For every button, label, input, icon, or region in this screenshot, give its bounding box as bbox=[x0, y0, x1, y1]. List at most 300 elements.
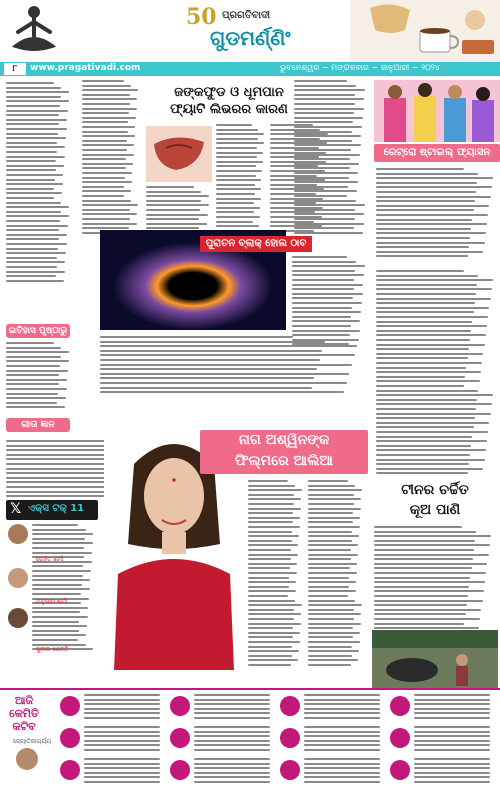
zodiac-icon bbox=[170, 728, 190, 748]
zodiac-icon bbox=[60, 728, 80, 748]
text-line bbox=[82, 158, 126, 160]
text-line bbox=[100, 382, 347, 384]
text-line bbox=[216, 161, 263, 163]
text-line bbox=[292, 330, 360, 332]
text-line bbox=[304, 717, 380, 719]
text-line bbox=[216, 147, 257, 149]
text-line bbox=[304, 772, 380, 774]
text-line bbox=[146, 214, 208, 216]
text-line bbox=[216, 188, 261, 190]
text-line bbox=[248, 659, 298, 661]
text-line bbox=[32, 621, 79, 623]
text-line bbox=[6, 266, 57, 268]
text-line bbox=[292, 288, 354, 290]
text-line bbox=[308, 531, 352, 533]
text-line bbox=[376, 191, 476, 193]
text-line bbox=[82, 204, 138, 206]
text-line bbox=[414, 758, 490, 760]
text-line bbox=[374, 600, 483, 602]
text-line bbox=[376, 362, 482, 364]
text-line bbox=[248, 526, 300, 528]
text-line bbox=[376, 302, 475, 304]
text-line bbox=[6, 183, 63, 185]
x-talk-section bbox=[0, 500, 100, 660]
text-line bbox=[376, 431, 488, 433]
text-line bbox=[216, 133, 264, 135]
x-talk-post-text bbox=[32, 524, 96, 654]
text-line bbox=[374, 572, 486, 574]
text-line bbox=[308, 586, 349, 588]
text-line bbox=[216, 124, 252, 126]
text-line bbox=[376, 394, 493, 396]
zodiac-grid bbox=[60, 692, 500, 788]
text-line bbox=[376, 371, 481, 373]
text-line bbox=[6, 160, 56, 162]
text-line bbox=[248, 517, 300, 519]
text-line bbox=[376, 344, 485, 346]
text-line bbox=[6, 370, 68, 372]
supplement-title: ଗୁଡମର୍ଣ୍ଣିଂ bbox=[210, 26, 291, 50]
text-line bbox=[100, 341, 325, 343]
text-line bbox=[294, 167, 350, 169]
text-line bbox=[374, 618, 480, 620]
zodiac-icon bbox=[390, 760, 410, 780]
text-line bbox=[304, 758, 380, 760]
text-line bbox=[216, 184, 255, 186]
text-line bbox=[32, 575, 83, 577]
text-line bbox=[248, 521, 293, 523]
text-line bbox=[294, 80, 347, 82]
text-line bbox=[304, 699, 380, 701]
text-line bbox=[308, 485, 355, 487]
text-line bbox=[84, 699, 160, 701]
text-line bbox=[294, 223, 364, 225]
text-line bbox=[216, 142, 264, 144]
text-line bbox=[414, 740, 490, 742]
text-line bbox=[82, 167, 126, 169]
text-line bbox=[414, 735, 490, 737]
text-line bbox=[248, 650, 299, 652]
text-line bbox=[376, 445, 471, 447]
text-line bbox=[376, 316, 488, 318]
text-line bbox=[194, 699, 270, 701]
text-line bbox=[146, 223, 207, 225]
text-line bbox=[248, 590, 296, 592]
text-line bbox=[146, 195, 209, 197]
text-line bbox=[248, 586, 289, 588]
text-line bbox=[84, 758, 160, 760]
text-line bbox=[6, 169, 56, 171]
masthead bbox=[0, 0, 500, 82]
black-hole-headline: ପୁରାତନ ବ୍ଲାକ୍ ହୋଲ ଠାବ bbox=[200, 236, 312, 252]
text-line bbox=[194, 763, 270, 765]
text-line bbox=[376, 353, 483, 355]
text-line bbox=[292, 265, 365, 267]
zodiac-icon bbox=[60, 760, 80, 780]
text-line bbox=[376, 330, 471, 332]
text-line bbox=[308, 494, 354, 496]
alia-article bbox=[104, 400, 366, 670]
text-line bbox=[376, 298, 491, 300]
text-line bbox=[100, 350, 322, 352]
text-line bbox=[194, 726, 270, 728]
zodiac-icon bbox=[170, 760, 190, 780]
text-line bbox=[308, 609, 354, 611]
text-line bbox=[308, 613, 361, 615]
text-line bbox=[100, 364, 352, 366]
text-line bbox=[6, 87, 61, 89]
text-line bbox=[374, 540, 475, 542]
text-line bbox=[248, 595, 288, 597]
text-line bbox=[32, 533, 93, 535]
junk-food-headline: ଜଙ୍କଫୁଡ ଓ ଧୂମପାନ ଫ୍ୟାଟି ଲିଭରର କାରଣ bbox=[170, 85, 288, 117]
text-line bbox=[216, 170, 262, 172]
zodiac-icon bbox=[280, 760, 300, 780]
text-line bbox=[146, 218, 199, 220]
text-line bbox=[82, 131, 128, 133]
text-line bbox=[6, 342, 54, 344]
text-line bbox=[304, 703, 380, 705]
text-line bbox=[294, 103, 355, 105]
text-line bbox=[376, 228, 471, 230]
text-line bbox=[6, 220, 60, 222]
text-line bbox=[304, 735, 380, 737]
zodiac-cell bbox=[170, 692, 276, 722]
avatar bbox=[16, 748, 38, 770]
text-line bbox=[6, 229, 59, 231]
text-line bbox=[216, 156, 257, 158]
text-line bbox=[82, 177, 125, 179]
text-line bbox=[248, 540, 292, 542]
text-line bbox=[414, 703, 490, 705]
well-photo bbox=[372, 630, 498, 690]
text-line bbox=[32, 538, 85, 540]
text-line bbox=[308, 618, 354, 620]
text-line bbox=[374, 627, 479, 629]
text-line bbox=[82, 172, 132, 174]
text-line bbox=[82, 140, 127, 142]
text-line bbox=[6, 402, 57, 404]
text-line bbox=[376, 168, 464, 170]
text-line bbox=[32, 625, 87, 627]
text-line bbox=[376, 339, 470, 341]
text-line bbox=[248, 600, 295, 602]
text-line bbox=[374, 549, 474, 551]
text-line bbox=[292, 307, 352, 309]
text-line bbox=[376, 440, 487, 442]
text-line bbox=[308, 655, 352, 657]
text-line bbox=[6, 374, 59, 376]
text-line bbox=[82, 126, 135, 128]
text-line bbox=[6, 202, 61, 204]
text-line bbox=[308, 554, 358, 556]
text-line bbox=[294, 135, 361, 137]
text-line bbox=[194, 781, 270, 783]
text-line bbox=[248, 581, 296, 583]
text-line bbox=[6, 151, 57, 153]
zodiac-cell bbox=[390, 724, 496, 754]
text-line bbox=[84, 744, 160, 746]
well-water-headline: ଟୀନର ଚର୍ଚ୍ଚିତ କୂଅ ପାଣି bbox=[401, 482, 469, 518]
junk-food-text-bottom bbox=[146, 186, 212, 236]
text-line bbox=[414, 776, 490, 778]
page-number: ୮ bbox=[4, 63, 26, 75]
text-line bbox=[294, 204, 365, 206]
website-url: www.pragativadi.com bbox=[30, 63, 141, 73]
text-line bbox=[6, 215, 69, 217]
text-line bbox=[248, 632, 300, 634]
text-line bbox=[6, 379, 67, 381]
text-line bbox=[216, 165, 256, 167]
text-line bbox=[82, 218, 130, 220]
section-label-history: ଇତିହାସ ପୃଷ୍ଠାରୁ bbox=[6, 324, 70, 338]
text-line bbox=[84, 772, 160, 774]
text-line bbox=[308, 558, 351, 560]
text-line bbox=[376, 214, 488, 216]
text-line bbox=[82, 154, 134, 156]
fifty-years-logo-icon: 50 bbox=[186, 4, 217, 30]
text-line bbox=[194, 712, 270, 714]
text-line bbox=[376, 426, 474, 428]
text-line bbox=[6, 365, 60, 367]
text-line bbox=[146, 200, 201, 202]
text-line bbox=[82, 103, 130, 105]
text-line bbox=[82, 149, 127, 151]
text-line bbox=[374, 595, 468, 597]
text-line bbox=[376, 348, 469, 350]
publisher-label: ପ୍ରଗତିବାଦୀ bbox=[222, 10, 271, 21]
text-line bbox=[6, 156, 65, 158]
retro-fashion-text-2 bbox=[376, 270, 498, 475]
text-line bbox=[294, 131, 352, 133]
text-line bbox=[32, 639, 78, 641]
text-line bbox=[248, 618, 294, 620]
text-line bbox=[248, 512, 293, 514]
text-line bbox=[32, 547, 84, 549]
text-line bbox=[216, 138, 258, 140]
text-line bbox=[294, 158, 350, 160]
text-line bbox=[376, 251, 483, 253]
text-line bbox=[248, 664, 291, 666]
x-talk-user: ରୋହିତ ଶର୍ମା bbox=[36, 556, 64, 563]
text-line bbox=[294, 98, 364, 100]
text-line bbox=[82, 190, 131, 192]
text-line bbox=[248, 531, 292, 533]
text-line bbox=[6, 192, 62, 194]
text-line bbox=[292, 320, 360, 322]
text-line bbox=[308, 641, 360, 643]
text-line bbox=[374, 567, 472, 569]
text-line bbox=[304, 726, 380, 728]
text-line bbox=[414, 772, 490, 774]
text-line bbox=[376, 209, 474, 211]
text-line bbox=[6, 351, 69, 353]
text-line bbox=[32, 611, 80, 613]
text-line bbox=[6, 82, 54, 84]
text-line bbox=[292, 256, 347, 258]
zodiac-icon bbox=[280, 696, 300, 716]
text-line bbox=[294, 172, 358, 174]
text-line bbox=[84, 781, 160, 783]
text-line bbox=[376, 255, 468, 257]
text-line bbox=[6, 406, 65, 408]
text-line bbox=[292, 297, 353, 299]
text-line bbox=[6, 123, 59, 125]
text-line bbox=[308, 567, 350, 569]
text-line bbox=[82, 135, 135, 137]
text-line bbox=[308, 581, 356, 583]
text-line bbox=[294, 195, 347, 197]
text-line bbox=[376, 293, 476, 295]
text-line bbox=[100, 391, 344, 393]
text-line bbox=[100, 336, 293, 338]
text-line bbox=[6, 238, 59, 240]
text-line bbox=[376, 468, 483, 470]
text-line bbox=[308, 650, 359, 652]
text-line bbox=[6, 133, 58, 135]
text-line bbox=[294, 200, 356, 202]
text-line bbox=[308, 512, 353, 514]
text-line bbox=[308, 572, 357, 574]
text-line bbox=[6, 257, 57, 259]
text-line bbox=[304, 694, 380, 696]
text-line bbox=[6, 356, 61, 358]
text-line bbox=[6, 119, 67, 121]
text-line bbox=[84, 708, 160, 710]
text-line bbox=[146, 186, 194, 188]
alia-text-col1 bbox=[248, 480, 304, 666]
zodiac-cell bbox=[170, 756, 276, 786]
text-line bbox=[32, 584, 82, 586]
text-line bbox=[32, 570, 91, 572]
text-line bbox=[6, 347, 61, 349]
zodiac-cell bbox=[390, 756, 496, 786]
text-line bbox=[294, 209, 355, 211]
text-line bbox=[292, 293, 363, 295]
text-line bbox=[32, 542, 93, 544]
text-line bbox=[6, 197, 54, 199]
avatar bbox=[8, 524, 28, 544]
alia-headline: ନାଗ ଅଶ୍ୱିନଙ୍କ ଫିଲ୍ମରେ ଆଲିଆ bbox=[200, 430, 368, 474]
text-line bbox=[216, 216, 260, 218]
text-line bbox=[84, 763, 160, 765]
text-line bbox=[376, 284, 477, 286]
text-line bbox=[308, 540, 352, 542]
text-line bbox=[82, 121, 128, 123]
text-line bbox=[376, 413, 491, 415]
text-line bbox=[376, 436, 472, 438]
text-line bbox=[6, 96, 61, 98]
text-line bbox=[6, 174, 63, 176]
text-line bbox=[292, 279, 354, 281]
text-line bbox=[376, 463, 469, 465]
x-talk-user: ଅନୁଷ୍କା ଶର୍ମା bbox=[36, 598, 68, 605]
astrologer-label: ଜ୍ୟୋତିଷାଚାର୍ଯ୍ୟ bbox=[12, 738, 52, 745]
text-line bbox=[414, 763, 490, 765]
text-line bbox=[308, 508, 361, 510]
text-line bbox=[308, 480, 348, 482]
text-line bbox=[194, 767, 270, 769]
text-line bbox=[376, 385, 464, 387]
text-line bbox=[82, 200, 131, 202]
text-line bbox=[216, 179, 261, 181]
text-line bbox=[376, 237, 470, 239]
text-line bbox=[82, 98, 137, 100]
zodiac-cell bbox=[390, 692, 496, 722]
zodiac-icon bbox=[390, 696, 410, 716]
text-line bbox=[100, 387, 312, 389]
liver-illustration bbox=[146, 126, 212, 182]
text-line bbox=[294, 108, 364, 110]
text-line bbox=[194, 740, 270, 742]
text-line bbox=[6, 388, 67, 390]
text-line bbox=[294, 213, 364, 215]
zodiac-icon bbox=[170, 696, 190, 716]
fashion-models-photo bbox=[374, 80, 500, 142]
text-line bbox=[294, 154, 360, 156]
text-line bbox=[374, 535, 491, 537]
text-line bbox=[84, 767, 160, 769]
text-line bbox=[82, 223, 137, 225]
text-line bbox=[84, 731, 160, 733]
text-line bbox=[6, 383, 59, 385]
text-line bbox=[308, 659, 358, 661]
zodiac-icon bbox=[390, 728, 410, 748]
text-line bbox=[304, 767, 380, 769]
text-line bbox=[376, 182, 477, 184]
text-line bbox=[308, 604, 362, 606]
text-line bbox=[374, 526, 462, 528]
text-line bbox=[304, 708, 380, 710]
text-line bbox=[304, 763, 380, 765]
text-line bbox=[376, 177, 493, 179]
text-line bbox=[100, 373, 349, 375]
text-line bbox=[294, 121, 353, 123]
text-line bbox=[248, 572, 297, 574]
text-line bbox=[6, 234, 67, 236]
text-line bbox=[376, 408, 476, 410]
text-line bbox=[194, 744, 270, 746]
text-line bbox=[6, 225, 68, 227]
text-line bbox=[304, 781, 380, 783]
text-line bbox=[414, 767, 490, 769]
text-line bbox=[248, 655, 292, 657]
text-line bbox=[292, 284, 363, 286]
text-line bbox=[294, 112, 354, 114]
text-line bbox=[82, 227, 129, 229]
text-line bbox=[6, 110, 68, 112]
text-line bbox=[82, 112, 129, 114]
text-line bbox=[374, 613, 466, 615]
text-line bbox=[376, 472, 468, 474]
text-line bbox=[414, 717, 490, 719]
text-line bbox=[6, 261, 65, 263]
text-line bbox=[414, 744, 490, 746]
text-line bbox=[248, 485, 295, 487]
well-water-article bbox=[372, 480, 500, 680]
text-line bbox=[248, 636, 293, 638]
text-line bbox=[376, 321, 472, 323]
text-line bbox=[308, 664, 351, 666]
text-line bbox=[84, 712, 160, 714]
text-line bbox=[248, 641, 300, 643]
text-line bbox=[374, 586, 469, 588]
text-line bbox=[146, 191, 201, 193]
text-line bbox=[82, 144, 134, 146]
text-line bbox=[376, 367, 466, 369]
text-line bbox=[6, 114, 59, 116]
text-line bbox=[84, 717, 160, 719]
